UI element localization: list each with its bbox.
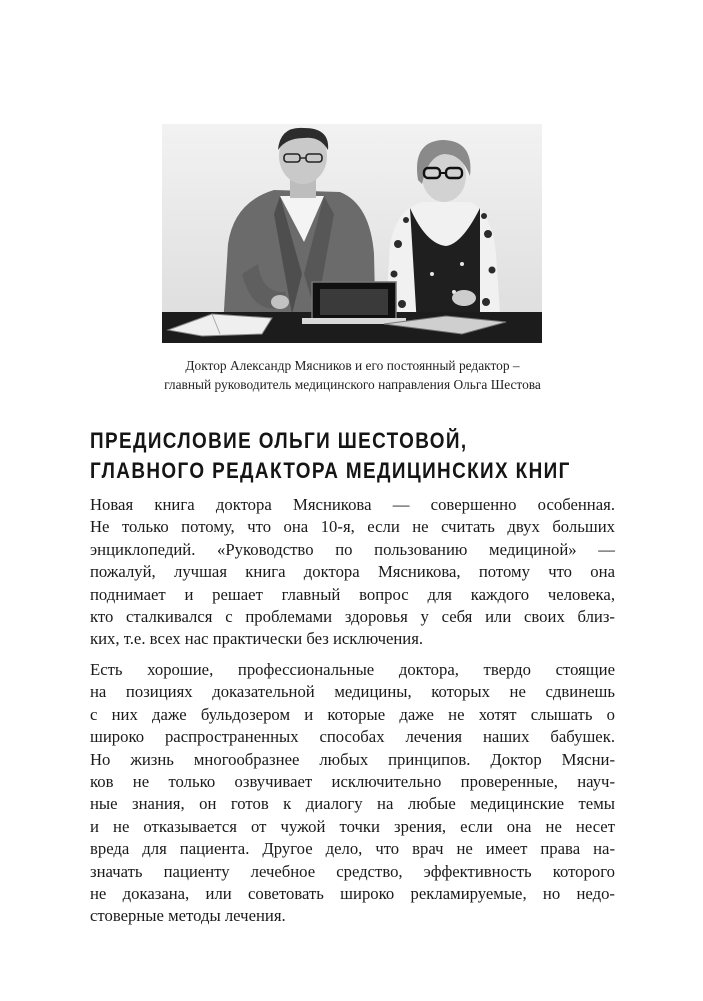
text-line: с них даже бульдозером и которые даже не хотят слышать о [90,704,615,724]
paragraph-2 [90,659,615,928]
heading-line: ГЛАВНОГО РЕДАКТОРА МЕДИЦИНСКИХ КНИГ [90,458,571,483]
caption-line: главный руководитель медицинского направления Ольга Шестова [164,377,541,392]
text-line: кто сталкивался с проблемами здоровья у себя или своих близ- [90,606,615,626]
text-line: пожалуй, лучшая книга доктора Мясникова, потому что она [90,562,615,582]
photo-illustration [162,124,542,343]
text-line: Есть хорошие, профессиональные доктора, твердо стоящие [90,660,615,679]
text-line: значать пациенту лечебное средство, эффективность которого [90,861,615,881]
photo-caption [100,356,605,394]
heading-line: ПРЕДИСЛОВИЕ ОЛЬГИ ШЕСТОВОЙ, [90,428,468,453]
text-line: не доказана, или советовать широко рекламируемые, но недо- [90,883,615,903]
text-line: ков не только озвучивает исключительно проверенные, науч- [90,771,615,791]
text-line: стоверные методы лечения. [90,906,286,926]
text-line: поднимает и решает главный вопрос для каждого человека, [90,584,615,604]
caption-line: Доктор Александр Мясников и его постоянный редактор – [185,358,520,373]
text-line: Но жизнь многообразнее любых принципов. Доктор Мясни- [90,749,615,769]
section-heading [90,426,571,486]
text-line: Не только потому, что она 10-я, если не считать двух больших [90,517,615,537]
text-line: и не отказывается от чужой точки зрения, если она не несет [90,816,615,836]
text-line: энциклопедий. «Руководство по пользованию медициной» — [90,539,615,559]
text-line: на позициях доказательной медицины, которых не сдвинешь [90,682,615,702]
text-line: ких, т.е. всех нас практически без исключения. [90,629,424,649]
paragraph-1 [90,494,615,651]
text-line: широко распространенных способах лечения наших бабушек. [90,727,615,747]
text-line: ные знания, он готов к диалогу на любые медицинские темы [90,794,615,814]
author-photo [162,124,542,343]
text-line: вреда для пациента. Другое дело, что врач не имеет права на- [90,839,615,859]
text-line: Новая книга доктора Мясникова — совершенно особенная. [90,495,615,514]
